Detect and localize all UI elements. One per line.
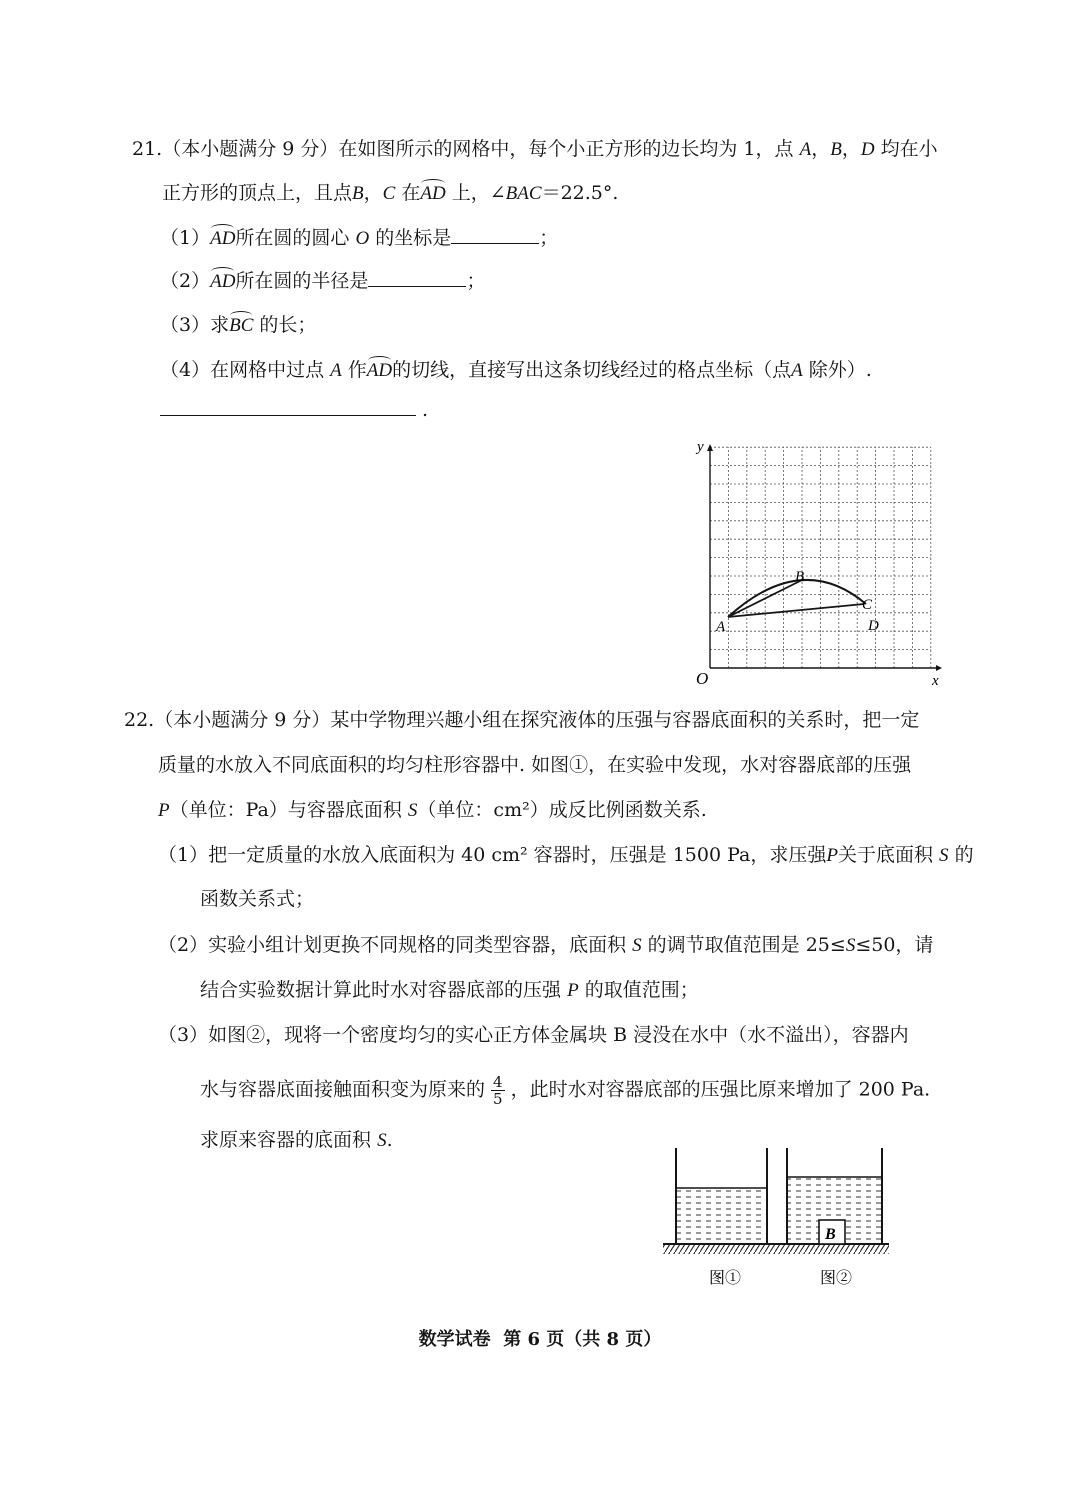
x-axis-label: x: [932, 673, 939, 689]
q21-text: ，: [363, 182, 383, 204]
q22-text: 求原来容器的底面积: [200, 1129, 372, 1151]
q21-text: 上，∠: [445, 182, 506, 204]
q21-text: 所在圆的圆心: [235, 227, 350, 249]
water-container-1: [676, 1188, 767, 1244]
ground-hatch: [663, 1244, 889, 1254]
q21-part-3: [160, 312, 316, 339]
q22-part-2: [158, 932, 933, 959]
q21-point-c: C: [382, 183, 396, 204]
q22-part-2-line-2: [200, 977, 699, 1004]
q22-text: ≤50，请: [855, 934, 934, 956]
q21-text: 作: [341, 359, 367, 381]
q22-line-3: [158, 797, 707, 824]
q21-text: 的坐标是: [369, 227, 452, 249]
q22-text: 的调节取值范围是 25≤: [641, 934, 846, 956]
q22-text: 的取值范围；: [578, 979, 699, 1001]
q22-text: 水与容器底面接触面积变为原来的: [200, 1078, 486, 1101]
page-footer: 数学试卷 第 6 页（共 8 页）: [418, 1329, 662, 1350]
q21-text: 在: [395, 182, 421, 204]
x-axis-arrow: [936, 665, 942, 671]
q21-sep: ，: [841, 138, 861, 160]
var-s: S: [407, 800, 418, 821]
q22-text: （本小题满分 9 分）某中学物理兴趣小组在探究液体的压强与容器底面积的关系时，把一定: [154, 709, 920, 731]
part-label: （1）: [160, 227, 211, 249]
q21-text: ；: [539, 227, 559, 249]
point-a-label: A: [716, 619, 726, 635]
q21-header: （本小题满分 9 分）在如图所示的网格中，每个小正方形的边长均为 1，点: [162, 138, 794, 160]
arc-ad-symbol: AD: [210, 269, 235, 295]
q21-sep: ，: [811, 138, 831, 160]
q21-answer-line: [160, 397, 428, 423]
q22-part-3-line-2: [200, 1074, 930, 1107]
q22-text: （2）实验小组计划更换不同规格的同类型容器，底面积: [158, 934, 627, 956]
q22-text: （单位：Pa）与容器底面积: [169, 799, 408, 821]
q21-text: ；: [466, 270, 486, 292]
center-o: O: [355, 228, 370, 249]
q22-text: 函数关系式；: [200, 888, 315, 910]
part-label: （2）: [160, 270, 211, 292]
point-c-label: C: [862, 597, 873, 613]
q21-part-1: [160, 225, 558, 252]
q21-point-a: A: [330, 360, 342, 381]
point-d-label: D: [868, 618, 879, 634]
q22-text: 质量的水放入不同底面积的均匀柱形容器中. 如图①，在实验中发现，水对容器底部的压强: [158, 754, 912, 776]
q21-text: 所在圆的半径是: [235, 270, 369, 292]
q22-number: 22.: [124, 709, 155, 731]
q21-part-2: [160, 268, 485, 295]
arc-ad-symbol: AD: [420, 181, 445, 207]
q21-point-d: D: [860, 139, 875, 160]
q22-line-1: [124, 707, 919, 733]
container-figure: [655, 1140, 900, 1288]
q22-text: （1）把一定质量的水放入底面积为 40 cm² 容器时，压强是 1500 Pa，求压强: [158, 844, 827, 866]
q21-text: 除外）.: [802, 359, 872, 381]
arc-ad-symbol: AD: [210, 226, 235, 252]
q21-text: .: [422, 399, 429, 421]
arc-bc-symbol: BC: [229, 313, 253, 339]
y-axis-label: y: [697, 439, 704, 455]
q21-point-b: B: [830, 139, 842, 160]
origin-label: O: [696, 669, 709, 688]
q22-part-3: [158, 1022, 909, 1048]
q22-text: 关于底面积: [837, 844, 933, 866]
q22-part-1-line-2: [200, 886, 314, 912]
arc-ad: [728, 580, 866, 617]
caption-figure-1: 图①: [709, 1270, 742, 1287]
block-b-label: B: [825, 1226, 836, 1243]
fraction-denominator: 5: [493, 1090, 503, 1108]
fraction-four-fifths: [491, 1074, 505, 1107]
q21-text: ＝22.5°.: [541, 182, 619, 204]
q21-line-1: [132, 136, 938, 163]
q22-text: 的: [948, 844, 974, 866]
q21-point-a: A: [791, 360, 803, 381]
answer-blank-1[interactable]: [451, 225, 539, 244]
q21-header-tail: 均在小: [874, 138, 938, 160]
q22-text: （单位：cm²）成反比例函数关系.: [417, 799, 707, 821]
q22-line-2: [158, 752, 911, 778]
q21-text: 的切线，直接写出这条切线经过的格点坐标（点: [392, 359, 792, 381]
q22-text: 结合实验数据计算此时水对容器底部的压强: [200, 979, 562, 1001]
part-label: （3）求: [160, 314, 230, 336]
grid-lines: [710, 447, 931, 668]
q22-part-1: [158, 842, 974, 869]
y-axis-arrow: [707, 444, 713, 451]
caption-figure-2: 图②: [820, 1270, 853, 1287]
q21-line-2: [162, 180, 618, 207]
var-s: S: [939, 845, 949, 866]
fraction-numerator: 4: [493, 1073, 503, 1091]
q21-point-b: B: [352, 183, 364, 204]
arc-ad-symbol: AD: [367, 358, 392, 384]
q22-part-3-line-3: [200, 1127, 393, 1154]
var-s: S: [845, 935, 856, 956]
var-p: P: [567, 980, 579, 1001]
point-b-label: B: [795, 569, 805, 585]
grid-figure: [690, 436, 950, 690]
q21-part-4: [160, 357, 872, 384]
answer-blank-2[interactable]: [368, 268, 466, 287]
q22-text: ，此时水对容器底部的压强比原来增加了 200 Pa.: [510, 1078, 931, 1101]
var-s: S: [377, 1130, 387, 1151]
q21-number: 21.: [132, 138, 163, 160]
angle-bac: BAC: [505, 183, 542, 204]
q21-text: 正方形的顶点上，且点: [162, 182, 353, 204]
q22-text: （3）如图②，现将一个密度均匀的实心正方体金属块 B 浸没在水中（水不溢出），容器内: [158, 1024, 909, 1046]
answer-blank-4[interactable]: [160, 397, 416, 416]
var-p: P: [826, 845, 838, 866]
var-s: S: [632, 935, 642, 956]
q21-text: 的长；: [253, 314, 317, 336]
var-p: P: [158, 800, 170, 821]
part-label: （4）在网格中过点: [160, 359, 325, 381]
q22-text: .: [386, 1129, 393, 1151]
q21-point-a: A: [799, 139, 812, 160]
